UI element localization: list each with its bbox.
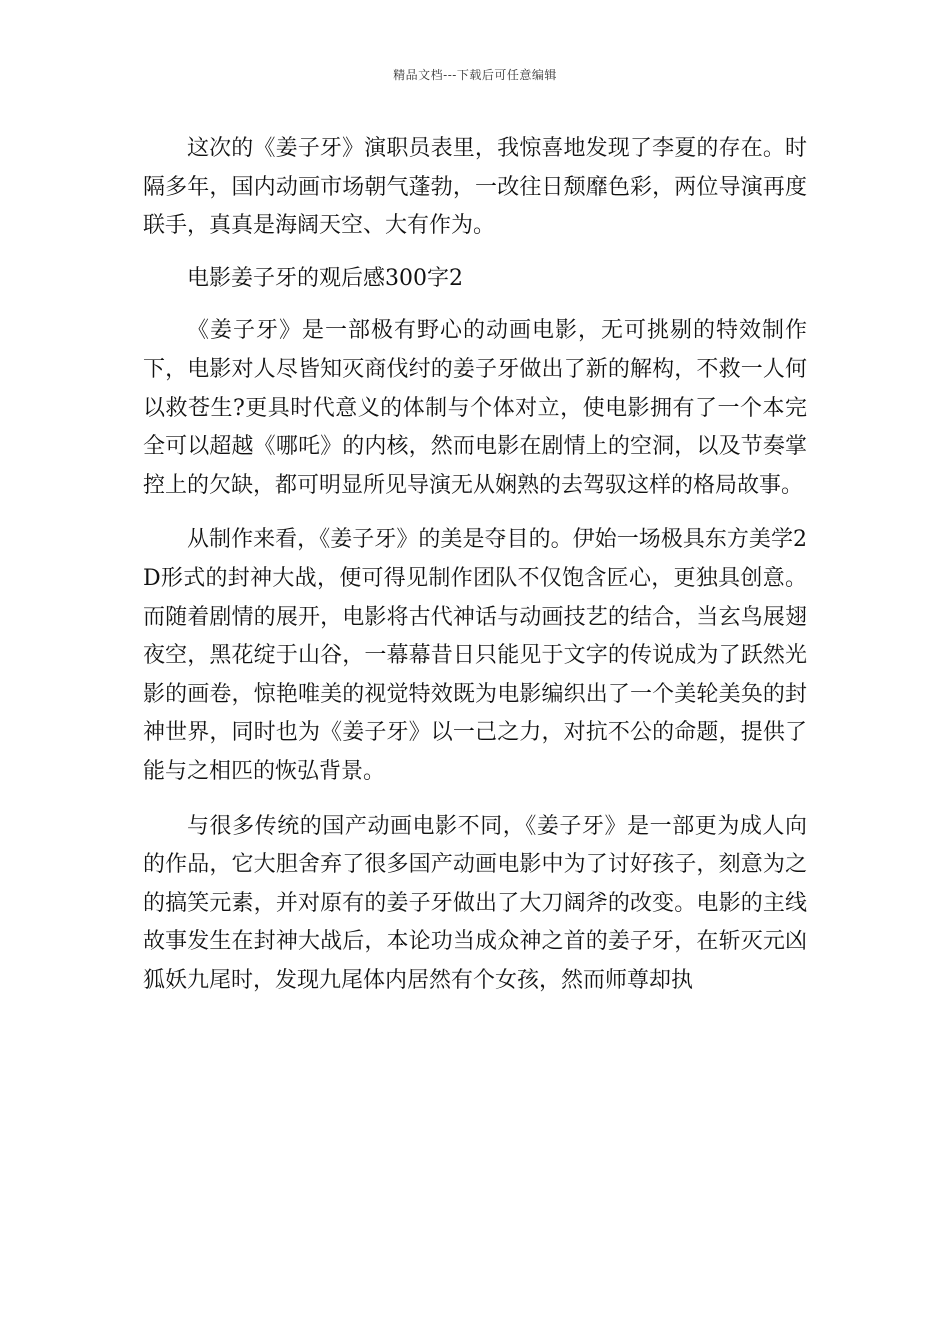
document-body <box>143 130 807 1000</box>
paragraph-overview: 《姜子牙》是一部极有野心的动画电影，无可挑剔的特效制作下，电影对人尽皆知灭商伐纣的姜子牙做出了新的解构，不救一人何以救苍生?更具时代意义的体制与个体对立，使电影拥有了一个本完全可以超越《哪吒》的内核，然而电影在剧情上的空洞，以及节奏掌控上的欠缺，都可明显所见导演无从娴熟的去驾驭这样的格局故事。 <box>143 318 807 498</box>
paragraph-cast-list: 这次的《姜子牙》演职员表里，我惊喜地发现了李夏的存在。时隔多年，国内动画市场朝气蓬勃，一改往日颓靡色彩，两位导演再度联手，真真是海阔天空、大有作为。 <box>143 136 807 239</box>
section-heading: 电影姜子牙的观后感300字2 <box>187 265 463 291</box>
page-header: 精品文档---下载后可任意编辑 <box>393 68 557 82</box>
paragraph-story: 与很多传统的国产动画电影不同，《姜子牙》是一部更为成人向的作品，它大胆舍弃了很多国产动画电影中为了讨好孩子，刻意为之的搞笑元素，并对原有的姜子牙做出了大刀阔斧的改变。电影的主线故事发生在封神大战后，本论功当成众神之首的姜子牙，在斩灭元凶狐妖九尾时，发现九尾体内居然有个女孩，然而师尊却执 <box>143 813 807 993</box>
paragraph-production: 从制作来看，《姜子牙》的美是夺目的。伊始一场极具东方美学2D形式的封神大战，便可得见制作团队不仅饱含匠心，更独具创意。而随着剧情的展开，电影将古代神话与动画技艺的结合，当玄鸟展翅夜空，黑花绽于山谷，一幕幕昔日只能见于文字的传说成为了跃然光影的画卷，惊艳唯美的视觉特效既为电影编织出了一个美轮美奂的封神世界，同时也为《姜子牙》以一己之力，对抗不公的命题，提供了能与之相匹的恢弘背景。 <box>143 527 807 784</box>
